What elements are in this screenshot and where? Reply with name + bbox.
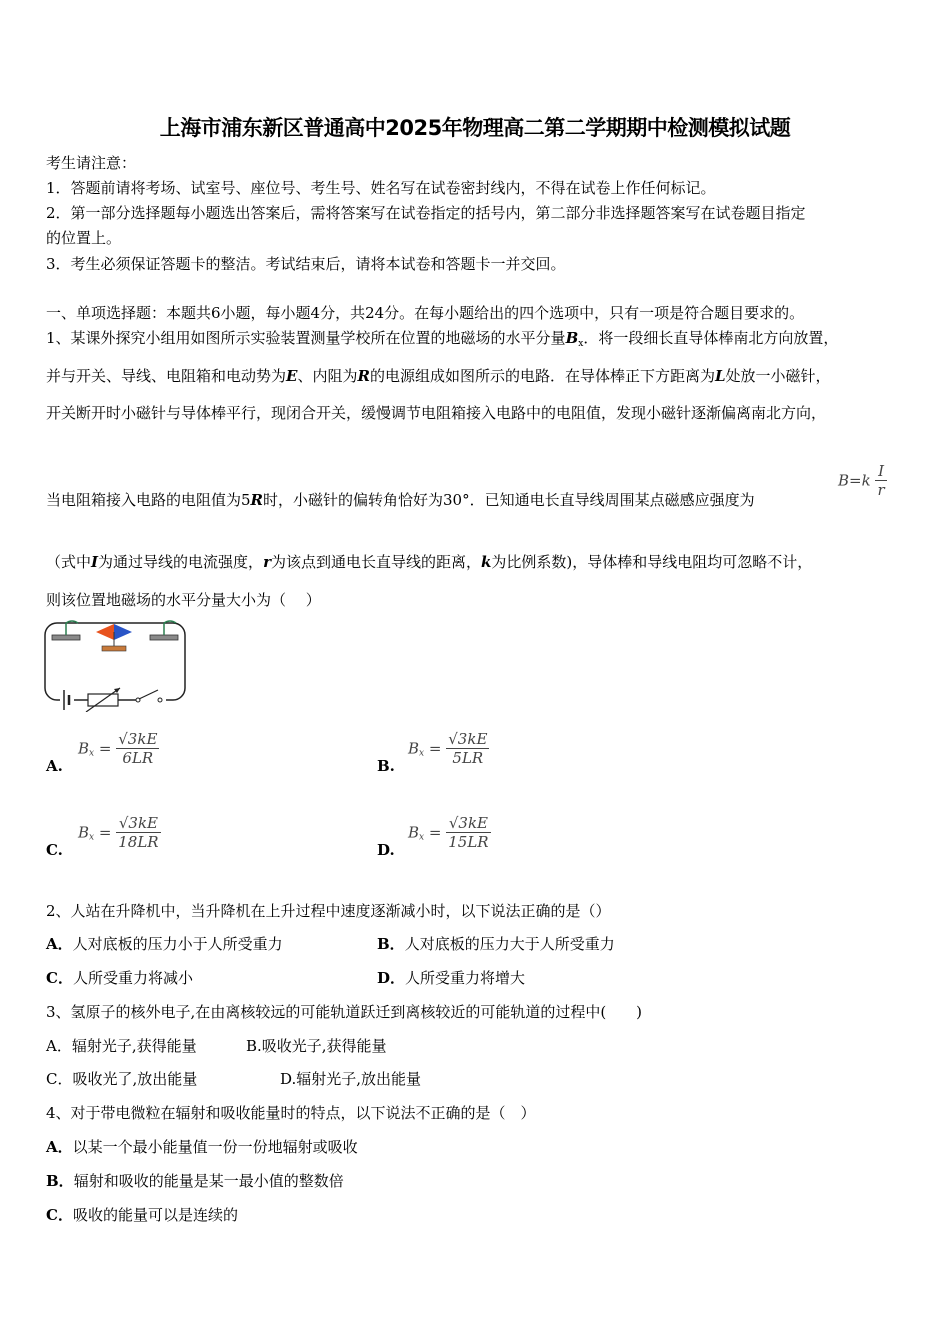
q1-symbol-r: R bbox=[357, 367, 370, 385]
q1-option-c-formula bbox=[78, 814, 161, 851]
option-lhs: B bbox=[408, 823, 420, 842]
q4-option-b-label: B． bbox=[46, 1172, 74, 1190]
q1-text: 为通过导线的电流强度， bbox=[98, 553, 264, 571]
formula-fraction bbox=[875, 462, 886, 499]
q4-option-c[interactable] bbox=[46, 1204, 238, 1225]
formula-lhs: B=k bbox=[838, 471, 871, 490]
q1-text: （式中 bbox=[46, 553, 92, 571]
q2-option-b-text: 人对底板的压力大于人所受重力 bbox=[404, 935, 615, 953]
q1-line-4 bbox=[46, 489, 755, 510]
q4-option-a[interactable] bbox=[46, 1136, 358, 1157]
q2-stem: 2、人站在升降机中，当升降机在上升过程中速度逐渐减小时，以下说法正确的是（） bbox=[46, 902, 611, 920]
q3-option-c[interactable]: C．吸收光了,放出能量 bbox=[46, 1070, 198, 1088]
notice-item-2: 2．第一部分选择题每小题选出答案后，需将答案写在试卷指定的括号内，第二部分非选择题答案写在试卷题目指定 bbox=[46, 204, 806, 222]
q3-stem: 3、氢原子的核外电子,在由离核较远的可能轨道跃迁到离核较近的可能轨道的过程中( ) bbox=[46, 1003, 643, 1021]
q4-option-c-text: 吸收的能量可以是连续的 bbox=[72, 1206, 238, 1224]
q4-stem: 4、对于带电微粒在辐射和吸收能量时的特点，以下说法不正确的是（ ） bbox=[46, 1104, 536, 1122]
notice-item-3: 3．考生必须保证答题卡的整洁。考试结束后，请将本试卷和答题卡一并交回。 bbox=[46, 255, 566, 273]
option-num: √3kE bbox=[448, 730, 488, 748]
q1-option-b-formula bbox=[408, 730, 489, 767]
q3-option-b[interactable]: B.吸收光子,获得能量 bbox=[246, 1037, 387, 1055]
q2-option-c-label: C． bbox=[46, 969, 73, 987]
q2-option-a-label: A． bbox=[46, 935, 73, 953]
option-den: 18LR bbox=[118, 833, 159, 851]
option-num: √3kE bbox=[446, 814, 490, 833]
option-lhs: B bbox=[78, 823, 90, 842]
q4-option-b-text: 辐射和吸收的能量是某一最小值的整数倍 bbox=[73, 1172, 344, 1190]
q1-text: ．将一段细长直导体棒南北方向放置， bbox=[583, 329, 839, 347]
q4-option-b[interactable] bbox=[46, 1170, 344, 1191]
q1-symbol-k: k bbox=[480, 553, 492, 571]
q1-symbol-e: E bbox=[286, 367, 298, 385]
q1-line-1 bbox=[46, 327, 838, 349]
q1-line-5 bbox=[46, 551, 812, 572]
option-sub: x bbox=[419, 748, 425, 759]
option-eq: = bbox=[428, 739, 442, 758]
option-lhs: B bbox=[408, 739, 420, 758]
option-sub: x bbox=[89, 832, 95, 843]
q1-option-a-label[interactable]: A. bbox=[46, 757, 63, 775]
option-eq: = bbox=[98, 823, 112, 842]
notice-item-2-cont: 的位置上。 bbox=[46, 229, 122, 247]
q1-option-c-label[interactable]: C. bbox=[46, 841, 63, 859]
q1-line-6: 则该位置地磁场的水平分量大小为（ ） bbox=[46, 591, 321, 609]
option-eq: = bbox=[98, 739, 112, 758]
q2-option-c[interactable] bbox=[46, 967, 193, 988]
option-num: √3kE bbox=[118, 730, 158, 748]
q1-text: 为比例系数)，导体棒和导线电阻均可忽略不计， bbox=[491, 553, 813, 571]
q1-text: 并与开关、导线、电阻箱和电动势为 bbox=[46, 367, 287, 385]
q1-text: 的电源组成如图所示的电路．在导体棒正下方距离为 bbox=[369, 367, 715, 385]
q2-option-a-text: 人对底板的压力小于人所受重力 bbox=[72, 935, 283, 953]
q1-symbol-r2: R bbox=[250, 491, 264, 509]
q4-option-a-text: 以某一个最小能量值一份一份地辐射或吸收 bbox=[72, 1138, 358, 1156]
q1-text: 处放一小磁针， bbox=[725, 367, 831, 385]
q1-symbol-x: x bbox=[578, 339, 584, 349]
formula-b-kir bbox=[838, 462, 887, 499]
option-lhs: B bbox=[78, 739, 90, 758]
q4-option-c-label: C． bbox=[46, 1206, 73, 1224]
option-den: 6LR bbox=[122, 749, 154, 767]
q2-option-c-text: 人所受重力将减小 bbox=[72, 969, 193, 987]
option-den: 15LR bbox=[448, 833, 489, 851]
q1-text: 为该点到通电长直导线的距离， bbox=[270, 553, 481, 571]
q1-text: 1、某课外探究小组用如图所示实验装置测量学校所在位置的地磁场的水平分量 bbox=[46, 329, 566, 347]
q2-option-d-label: D． bbox=[377, 969, 406, 987]
option-eq: = bbox=[428, 823, 442, 842]
q1-text: 时，小磁针的偏转角恰好为30°．已知通电长直导线周围某点磁感应强度为 bbox=[263, 491, 755, 509]
section-heading: 一、单项选择题：本题共6小题，每小题4分，共24分。在每小题给出的四个选项中，只有一项是符合题目要求的。 bbox=[46, 304, 805, 322]
option-den: 5LR bbox=[452, 749, 484, 767]
q1-symbol-r-small: r bbox=[263, 553, 271, 571]
q4-option-a-label: A． bbox=[46, 1138, 73, 1156]
page-title: 上海市浦东新区普通高中2025年物理高二第二学期期中检测模拟试题 bbox=[159, 116, 791, 140]
formula-num: I bbox=[875, 462, 886, 481]
q1-text: 、内阻为 bbox=[297, 367, 358, 385]
q1-option-a-formula bbox=[78, 730, 159, 767]
q1-line-2 bbox=[46, 365, 831, 386]
q3-option-d[interactable]: D.辐射光子,放出能量 bbox=[280, 1070, 422, 1088]
q2-option-b-label: B． bbox=[377, 935, 405, 953]
notice-heading: 考生请注意： bbox=[46, 154, 137, 172]
q1-symbol-l: L bbox=[714, 367, 726, 385]
q2-option-d-text: 人所受重力将增大 bbox=[405, 969, 526, 987]
q1-symbol-b: B bbox=[565, 329, 579, 347]
q1-text: 当电阻箱接入电路的电阻值为5 bbox=[46, 491, 251, 509]
q1-line-3: 开关断开时小磁针与导体棒平行，现闭合开关，缓慢调节电阻箱接入电路中的电阻值，发现小磁针逐渐偏离南北方向， bbox=[46, 404, 827, 422]
notice-item-1: 1．答题前请将考场、试室号、座位号、考生号、姓名写在试卷密封线内，不得在试卷上作任何标记。 bbox=[46, 179, 716, 197]
q1-symbol-i: I bbox=[91, 553, 99, 571]
option-sub: x bbox=[89, 748, 95, 759]
q1-option-b-label[interactable]: B. bbox=[377, 757, 395, 775]
q1-option-d-label[interactable]: D. bbox=[377, 841, 395, 859]
q1-option-d-formula bbox=[408, 814, 491, 851]
option-num: √3kE bbox=[116, 814, 160, 833]
q3-option-a[interactable]: A．辐射光子,获得能量 bbox=[46, 1037, 197, 1055]
q2-option-d[interactable] bbox=[377, 967, 525, 988]
option-sub: x bbox=[419, 832, 425, 843]
circuit-diagram bbox=[42, 618, 190, 712]
formula-den: r bbox=[877, 481, 885, 499]
q2-option-a[interactable] bbox=[46, 933, 283, 954]
q2-option-b[interactable] bbox=[377, 933, 615, 954]
